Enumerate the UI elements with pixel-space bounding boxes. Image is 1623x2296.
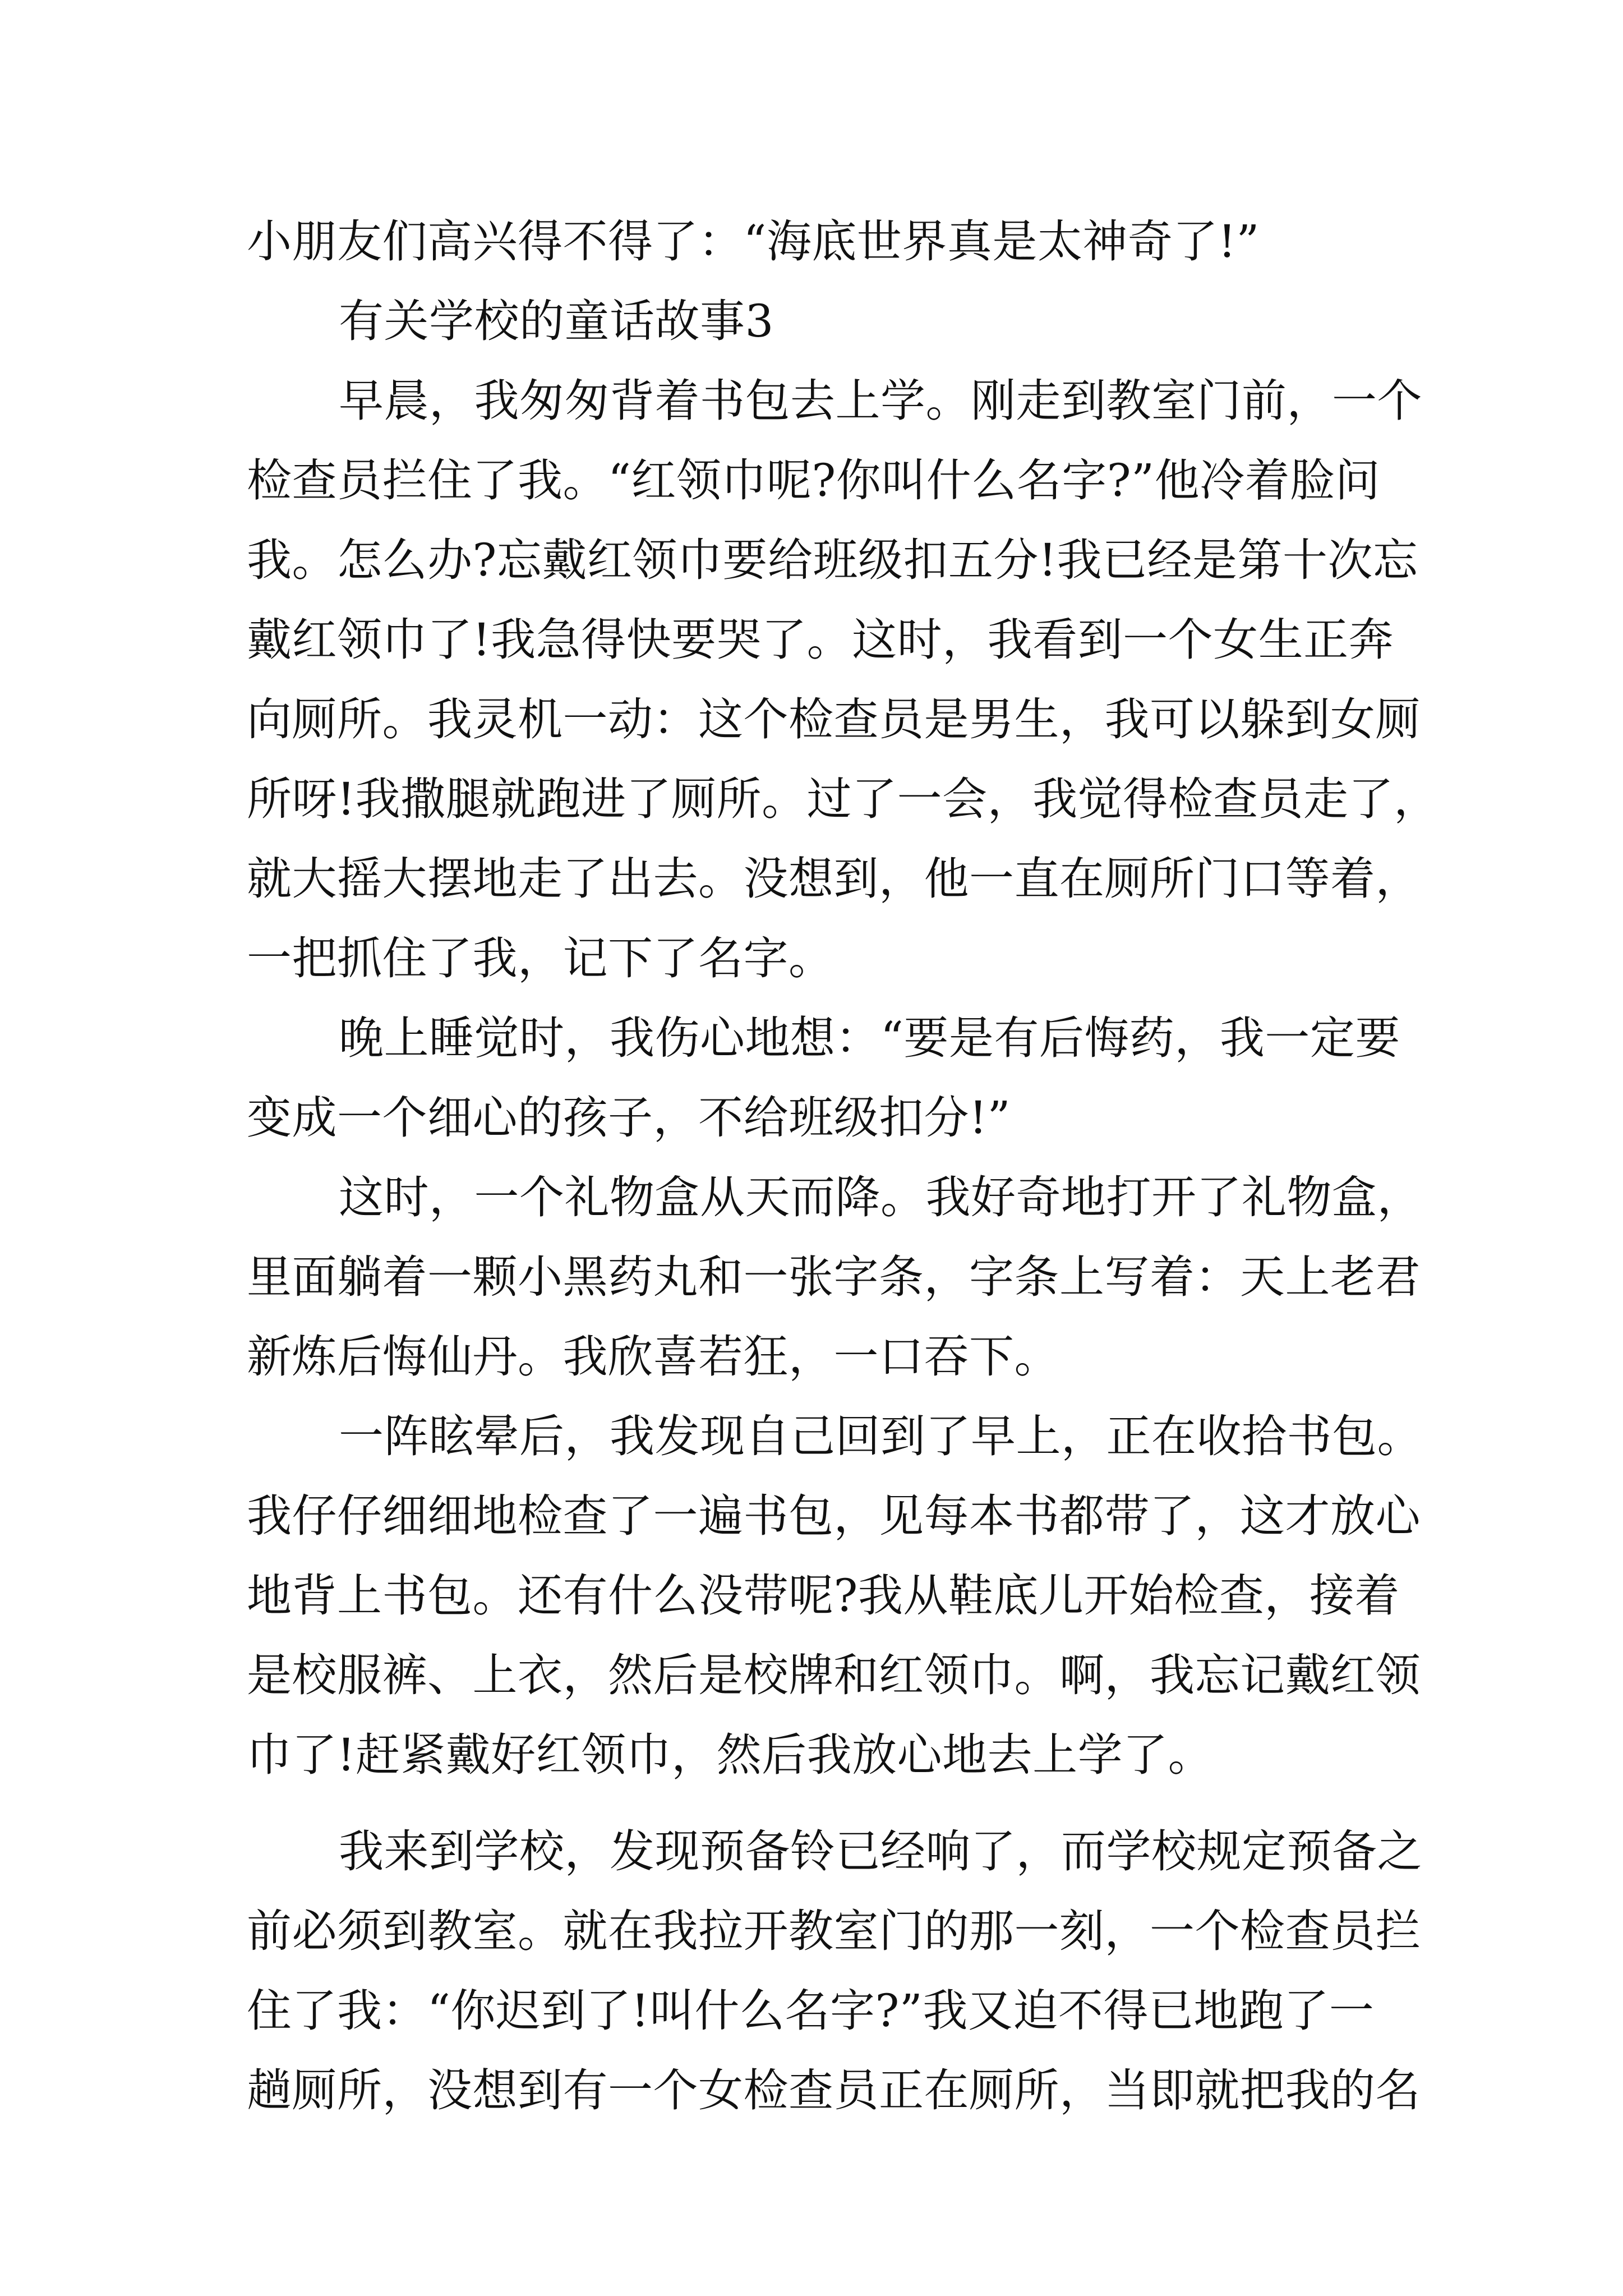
text-line: 一把抓住了我，记下了名字。: [247, 932, 834, 984]
document-body: [247, 202, 1439, 2131]
text-line: 向厕所。我灵机一动：这个检查员是男生，我可以躲到女厕: [247, 693, 1421, 746]
text-line: 里面躺着一颗小黑药丸和一张字条，字条上写着：天上老君: [247, 1251, 1421, 1303]
text-line: 我。怎么办?忘戴红领巾要给班级扣五分!我已经是第十次忘: [247, 534, 1418, 586]
text-line: 就大摇大摆地走了出去。没想到，他一直在厕所门口等着，: [247, 853, 1421, 905]
text-line: 小朋友们高兴得不得了：“海底世界真是太神奇了!”: [247, 215, 1260, 268]
text-line: 我仔仔细细地检查了一遍书包，见每本书都带了，这才放心: [247, 1490, 1421, 1542]
text-line: 一阵眩晕后，我发现自己回到了早上，正在收拾书包。: [339, 1410, 1422, 1462]
text-line: 检查员拦住了我。“红领巾呢?你叫什么名字?”他冷着脸问: [247, 454, 1381, 507]
text-line: 早晨，我匆匆背着书包去上学。刚走到教室门前，一个: [339, 375, 1422, 427]
text-line: 地背上书包。还有什么没带呢?我从鞋底儿开始检查，接着: [247, 1570, 1400, 1622]
text-line: 我来到学校，发现预备铃已经响了，而学校规定预备之: [339, 1825, 1422, 1878]
text-line: 趟厕所，没想到有一个女检查员正在厕所，当即就把我的名: [247, 2064, 1421, 2116]
text-line: 住了我：“你迟到了!叫什么名字?”我又迫不得已地跑了一: [247, 1985, 1375, 2037]
text-line: 巾了!赶紧戴好红领巾，然后我放心地去上学了。: [247, 1729, 1214, 1781]
text-line: 戴红领巾了!我急得快要哭了。这时，我看到一个女生正奔: [247, 614, 1394, 666]
text-line: 这时，一个礼物盒从天而降。我好奇地打开了礼物盒，: [339, 1171, 1422, 1223]
text-line: 前必须到教室。就在我拉开教室门的那一刻，一个检查员拦: [247, 1905, 1421, 1957]
text-line: 变成一个细心的孩子，不给班级扣分!”: [247, 1092, 1011, 1144]
text-line: 晚上睡觉时，我伤心地想：“要是有后悔药，我一定要: [339, 1012, 1400, 1064]
section-heading: 有关学校的童话故事3: [339, 295, 774, 347]
text-line: 所呀!我撒腿就跑进了厕所。过了一会，我觉得检查员走了，: [247, 773, 1439, 825]
text-line: 是校服裤、上衣，然后是校牌和红领巾。啊，我忘记戴红领: [247, 1649, 1421, 1701]
text-line: 新炼后悔仙丹。我欣喜若狂，一口吞下。: [247, 1331, 1059, 1383]
